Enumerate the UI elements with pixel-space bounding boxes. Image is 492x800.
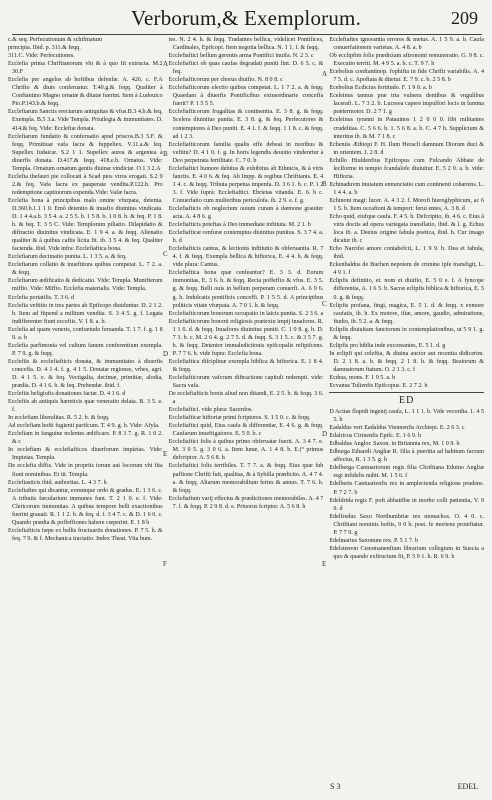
index-entry: Ecclefia ad quam veneris, confuetudo feruanda. T. 1 7. f. g. 1 8 9. a. b <box>8 326 163 341</box>
margin-letter: C <box>322 300 327 308</box>
margin-letter: A <box>163 60 169 68</box>
index-entry: Eclipfis pro biblia inde excoreantes, E. 5 1. d. g <box>329 342 446 349</box>
index-entry: Ecclefia portatilis. T. 3 6. d <box>8 294 75 301</box>
index-entry: Ecclefiaftici bellum gerentis arma Pontifici inuifa. N. 2 3. c <box>168 53 314 60</box>
index-entry: Ecebolius Ecdicius fortitudo. F. 1 9 0. a. b <box>329 85 432 92</box>
index-entry: Ecclefiaftica bona quæ cenfeantur? E. 3 3. d. Eorum immunitas, E. 3 6. h. & feqq. Recta poffeffio & vfus. E. 3 5. g. & feqq. Belli ouis in bellum perperam conuerfi. A. 6 9 6. g. h. Indulcatis pontificis conceffi. P. 1 5 5. d. A principibus politicis vitate vfurpata. A. 7 0 1. h. & feqq. <box>168 270 324 309</box>
column-left <box>8 36 163 788</box>
index-entry: Ecclefiis beligiofis donationes factæ. D. 4 1 6. d <box>8 391 126 398</box>
column-right <box>329 36 484 788</box>
index-entry: Ecclefiafticorum familia qualis effe debeat in moribus & veftitu? D. 4 1 0. f. g. In horis legendis deuotio vindenrtur à Deo perpetrata fertilitate. C. 7 0. b <box>168 141 324 164</box>
index-entry: Ecdras, mons. F. 1 9 5. a. b <box>329 374 396 381</box>
index-entry: Edelberts Cantuarienfis rex in amplectenda religione prudens. P. 7 2 7. b <box>329 481 485 496</box>
index-entry: Ecclefiaftici humore debitus & exhibitus ab Ethnicis, & à viris fanctis. E. 4 0 6. & feq. Ab Impp. & regibus Chriftianis. E. 4 1 4. c. & feqq. Tributa perpetua impenfa. D. 3 6 1. b. c. P. 1 2 3. f. Vide fuprà: Ecclefiaftici. Ebrietas vitanda. E. 6. b c. Conuerfatio cum mulieribus periculofa. ib. 2 9. e. f. g. <box>168 165 324 204</box>
index-entry: Eadaldus veri Eadaldus Viennenfis Archiepi. E. 2 6 3. c <box>329 425 465 432</box>
margin-letter: C <box>163 250 168 258</box>
index-entry: Eclipfis definitio, et. nom et diuifio, E. 5 0 e. f. A fyncope differentia, A. 1 6 5. b. Sacræ eclipfis biblica & hiftorica, E. 5 0. g. & feqq. <box>329 278 485 301</box>
index-entry: Edelmarius Saxonum rex. P. 5 1 7. b <box>329 537 419 544</box>
index-entry: Ecclefiis ab antiquis hæreticis quæ veneratio delata. B. 3 5. e. f. <box>8 399 163 414</box>
index-entry: In ecclefiam & ecclefiafticos diuerforum impietas. Vide: Impietas. Templa. <box>8 447 163 462</box>
index-entry: Edbaldus Anglor. Saxon. in Britannia rex, M. 1 0 9. b <box>329 441 460 448</box>
index-entry: Eceleinus tannus præ tria vulnera dentibus & vngulibus lacerafi. L. 7 3 2. b. Lucreea capere impulfori locis in lumina prætermotor. D. 2 7 1. g <box>329 93 485 116</box>
index-entry: Ecclefiaftes ignorantia errores & metus. A. 1 5 9. a. b. Caufa conuerfationem varietas. A. 4 8. a. b <box>329 37 485 52</box>
catchword: EDEL <box>457 782 478 791</box>
index-entry: De ecclefia diffis. Vide in propriis torum aut locorum vbi fita fiunt nominibus. Et tit. Templa. <box>8 463 163 478</box>
index-entry: Ecclefiaftes qui dicantur, eorumque ordo & gradus. E. 1 3 6. c. A tributis fæcularium immunes funt. T. 2 1 0. e. f. Vide: Clericorum immunitas. A quibus tempore belli exactionibus fuerint grauati. R. 1 1 2. b. & feq. d. f. 3 4 7. c. & D. 1 6 0. c. Quando prædia & poffeffiones habere cœperint. E. 1 8 b <box>8 487 163 526</box>
index-entry: Eckenbaldus de Buchen nepotem de crimine ipfe transfigit, L. 4 9 1. f <box>329 262 485 277</box>
index-entry: Eclipfis profana, fingi, magica, E. 5 1. d. & feqq. x exmore caufatis, ib. h. Ex motore, iftæ, amore, gaudio, admiratione, ftudio, ib. 5 2. a. & feqq. <box>329 302 485 325</box>
index-entry: Edelberga Cantuariorum regis filia Chriftiana Eduino Angliæ regi infidelis nubit. M. 1 5 6. f <box>329 465 485 480</box>
index-entry: Echinaduvm inuiatum ennunciatio cum continenti cohærens. L. 1 4 4. a. b <box>329 181 485 196</box>
index-entry: Ecclefiam in fanguine nolentes ædificare. P. 8 3 7. g. R. 1 0 2. & c <box>8 431 163 446</box>
index-entry: Ecclefiafticorum vafcrum diftractione capituli redempti. vide: Sacra vafa. <box>168 374 324 390</box>
printer-signature: S 3 <box>330 782 341 791</box>
index-entry: Ecclefiaftici ob quas caufas degradati puniti fint. D. 6 5. c. & feq. <box>168 61 324 76</box>
index-entry: Ecclefiafticis poteftas à Deo immediate inftituta. M. 2 1. b <box>168 222 311 229</box>
index-entry: Ecclefiarum ædificatio & dedicatio. Vide: Templa. Munifterum miffio. Vide: Miffio. Ecclefia materialis. Vide: Templa. <box>8 278 163 293</box>
index-entry: Ad ecclefiam hofti fugienti parifcum. T. 4 9. g. h. Vide: Afyla. <box>8 423 160 430</box>
index-entry: Ecclefiafticorum electio quibus competat. L. 1 7 2. a. & feqq. Quaedam à diuerfis Pontificibus extraordinarie conceffa fuerit? P. 1 5 5 5. <box>168 85 324 108</box>
index-entry: Ecclefiaftici folis terribiles. T. 7 7. a. & feqq. Eius quæ fub paffione Chrifti fuit, qualitas, & à Sybilla prædictio. A. 4 7 4. a. & feqq. Aliarum memorabilium feries & annus. T. 7 6. h. & feqq. <box>168 463 324 494</box>
page-footer <box>0 782 492 794</box>
index-entry: Echinoni magi: lucer. A. 4 3 2. f. Morofi hieroglyphicum, ac 6 1 5. b. Item occafioni & tempori: ferui entes, A. 3 8. d <box>329 197 485 212</box>
margin-letter: B <box>322 180 327 188</box>
index-entry: Eclipfis diuiuitam fanctorum in contemplationibus, ut 5 9 1. g. & feqq. <box>329 326 485 341</box>
index-entry: Ecclefiarum collatio & inueftitura quibus competat. L. 7 2. a. & feqq. <box>8 262 163 277</box>
column-middle <box>168 36 327 788</box>
index-entry: Ecclefiaftici folis à quibus primo obferuatæ fuerit. A. 3 4 7. e. M. 3 0 5. g. 3 0 6. a. Item lunæ, A. 1 4 8. b. E.(° primus defcriptor. A. 5 6 8. h <box>168 439 324 462</box>
index-entry: Ecebolius conftantinop. fophifta in fide Chrifti variabilis. A. 4 7 5. d. c. Apoftata & ditetur. E. 7 9. c. b. 2 5 8. b <box>329 69 485 84</box>
index-entry: Echillo Hiuldenfius Epifcopus cum Fulcando Abbate de leclforme in tempio fcandalofe diuiuitur. E. 5 2 0. a. b. vide: Hiftoria. <box>329 157 485 180</box>
index-entry: Eceleinus tyranni in Patauinos 1 2 0 0 0. fibi militantes crudelitas. C. 5 6 6. h. 1. 5 6 8. a. b. C. 4 7 h. Supplicium & interitus ib. & M. 7 1 8. c <box>329 117 485 140</box>
index-entry: Ecclefiaftum varij effectus & prædictiones memorabiles. A. 4 7 7. f. & feqq. P. 2 9 8. d. e. Priuorus fcriptor. A. 5 6 8. h <box>168 495 324 510</box>
margin-letter: F <box>163 560 167 568</box>
index-entry: Ecvanus Tulienfis Epifcopus. E. 2 7 2. b <box>329 383 428 390</box>
index-entry: Ob ecclipfim folis prædictam aftronomi remuneratio. G. 9 8. c. Executio territi. M. 4 9 5. a. b. c. T. 9 7. h <box>329 53 485 68</box>
index-entry: Edelstenvm Cenomanenfium librarium collegium in Suecia a quo & quando exftructum fit, P. 5 9 1. h. R. 6 9. h <box>329 545 485 560</box>
index-entry: c.& seq. Perfecutionum & schifmatum <box>8 37 103 43</box>
index-entry: tes. N. 2 4. h. & feqq. Tradantes bellica, videlicet Pontifices, Cardinales, Epifcopi. Item negotia bellica. N. 1 1. f. & feqq. <box>168 37 324 52</box>
index-entry: Ecclefiafticis cantus, & lectionis inftitutio & obferuantia. R. 7 4. f. & feqq. Exempla bellica & hiftorica, E. 4 4. h. & feqq. vide plura: Cantus. <box>168 246 324 269</box>
page-header <box>0 4 492 40</box>
index-entry: Ecclefia thefauri pie collocati à Scad pios viros erogati. S.2 9 2.& feq. Vafa facra ex pauperate vendita.P.122.b. Pro redemptione captiuorum expenda.Vide: Vafæ facra. <box>8 173 163 196</box>
index-entry: Ecclefia parfimonia vel cultum fanum conferentium exempla. P. 7 9. g. & feqq. <box>8 342 163 357</box>
index-entry: De ecclefiafticis bonis aliud non ditandi, E. 2 5. b. & feqq. 3 6. a <box>168 391 324 406</box>
index-entry: Ecclefiafticorum bonorū religiosis prætextu impij inuafores. R. 1 1 6. d. & feqq. Inuafores diuinitus puniti. C. 1 0 8. g. h. D. 7 3. b. c. M. 2 6 4. g. 2 7 5. d. & feqq. S. 3 1 5. c. & 3 5 7. g. h. & feqq. Detentor immaledictionis epifcopalis refipifcens. P. 7 7 6. h. vide fupra: Ecclefia bona. <box>168 318 324 357</box>
margin-letter: B <box>163 150 168 158</box>
index-entry: Ecclefiafticorum frugalitas & continentia. E. 3 8. g. & feqq. Scelera diuinitus punita. E. 3 8. g. & feq. Perfecutores & contemptores à Deo puniti. E. 4 1. f. & feqq. 1 1 8. c. & feqq. ad 1 2 3. <box>168 109 324 140</box>
index-entry: Ecclefiafticorum bonorum occupatio in laicis punita. S. 2 3 6. a <box>168 310 324 317</box>
index-entry: 311.C. Vide: Perfecutiones. <box>8 53 75 60</box>
margin-letter: D <box>322 430 328 438</box>
index-entry: Ecclefiafticorum per chorus diuifio. N. 8 0 8. c <box>168 77 283 84</box>
index-entry: Ecclefia per angelos ab hoftibus defenfæ. A. 426. c. F.A Chrifto & diuis conferuatur. T.40.g.& feqq. Qualiter à Conftantino Magno ornatæ & ditatæ fuerint. Item à Ludouico Pio.P.143.b.& feqq. <box>8 77 163 108</box>
index-entry: Ecclefiaftici. vide plura: Sacerdos. <box>168 407 253 414</box>
section-letter: ED <box>399 395 415 407</box>
index-entry: Echo quid, eiufque caufa. F. 4 5. h. Defcriptio, ib. 4 6. c. Eius à viris doctis ad opera variegata transflatio, ibid. & l. g. Echus loca ib. a. Deeius origine fabula poetica, ibid. h. Cur imago dicatur ib. c <box>329 214 485 245</box>
index-entry: Ecclefiafticæ cenfuræ contemptus diuinitus punitus. S. 3 7 4. a. b. d <box>168 230 324 245</box>
index-entry: In eclipfi qui celeftia, & diuina auctor aut recentia didicerim. D. 2 1 8. a. b. & feqq. 2 1 8. h. & feqq. Beatorum & damnatorum ftatum. O. 2 1 3. c. f <box>329 350 485 373</box>
index-entry: Echeniis Æthiopi F. H. Ilum Heracli damnum Diorum duci & in orientem. J. 2 8. d <box>329 141 485 156</box>
running-title: Verborum,& Exemplorum. <box>130 6 362 30</box>
index-entry: Edelfredus Saxo Northumbriæ rex monachos. O. 4 0. c. Chriftiani nominis hoftis, 9 0 b. post. fe moriens proteftatur. P. 7 7 9. g <box>329 513 485 536</box>
index-entry: Ecclefiarum fundatio & conferuatio apud priscos.B.3 5.F. & feqq. Primitiuæ vafa facra & fuppeliex. V.11.a.& feq. Supellex Iudaicæ. S.2 1 1. Supellex aurea & argentea à diuerfis donata. D.417.& feqq. 418.e.b. Ornatus. Vide: Templa. Ornatum ornatum gentis diuinæ vindictæ. O.1 3 2.A <box>8 133 163 172</box>
index-columns <box>8 36 484 788</box>
margin-letter: A <box>322 70 328 78</box>
index-entry: principia. Ibid. p. 311.& feqq. <box>8 45 81 52</box>
index-entry: Edeldrida regis F. poft abbatiffæ in morbo colli patientia, V. 9 9. d <box>329 497 485 512</box>
index-entry: Ecclefiafticis ob neglectum ouium curam à dæmone grauiter acta. A. 4 8 6. g <box>168 205 324 221</box>
index-entry: Edalricus Cirinenfis Epifc. E. 1 6 9. h <box>329 433 422 440</box>
index-entry: In ecclefiam liberalitas. R. 5 2. b. & feqq. <box>8 415 110 422</box>
index-entry: Ecclefiasticis ibid. authoritas. L. 4 3 7. b <box>8 479 107 486</box>
index-entry: Edburga Eduardi Angliæ R. filia à pueritia ad habitum facrum affectus, R. 1 3 5. g. h <box>329 449 485 464</box>
margin-letter: D <box>163 350 169 358</box>
margin-letter: E <box>163 450 168 458</box>
index-entry: D Acitas flupidi ingenij caufa, L. 1 1 1. b. Vide vecordia. 1. 4 5 5. b <box>329 409 485 424</box>
index-entry: Ecclefiarum decimatio punita. L. 1 3 5. a. & feq. <box>8 254 127 261</box>
index-entry: Ecclefiarum Sanctis erectarum antiquitas & vfus.B.3 4.b.& feq. Exempla. B.5 3.a. Vide Templa. Priuilegia & immunitates. D. 414.& feq. Vide: Ecclefiæ donata. <box>8 109 163 132</box>
index-entry: Ecclefia veftitio in tres partes ab Epifcopo diuiduntur. D. 2 1 2. b. Item ad ftipend a militum vendita. S. 3 4 5. g. f. Legata indifferenter fiunt eccefiis. V. 1 8. a. b. <box>8 302 163 325</box>
index-entry: Ecclefiaftici quid, Eius caufa & differentiæ, E. 4 6. g. & feqq. Caufarum inueftigatores. E. 5 0. b. c <box>168 423 324 438</box>
margin-letter: E <box>322 560 327 568</box>
index-entry: Ecclefiafticis fæpe ex bellis fructuariis donationes. P. 7 5. h. & feq. 7 9. & f. Mechanica tractatio. Index Theat. Vita hum. <box>8 527 163 542</box>
index-entry: Ecclefiafticæ hiftoriæ primi fcriptores. S. 1 5 0. c. & feqq. <box>168 415 311 422</box>
page-number: 209 <box>451 8 478 28</box>
header-rule <box>12 34 482 35</box>
index-entry: Ecclefiaftica difciplinæ exempla biblica & hiftorica. E. 1 8 4. & feqq. <box>168 358 324 373</box>
index-entry: Ecclefiis & ecclefiafticis donata, & immunitates à diuerfis conceffa. D. 4 1 4. f. g. 4 1 5. Donatæ regiones, vrbes, agri. D. 4 1 5. e. & feq. Vectigalia, decimæ, primitiæ, alodia, prædia. D. 4 1 6. b. & feq. Prebendæ. ibid. f. <box>8 358 163 390</box>
section-divider <box>329 392 484 393</box>
index-entry: Echo Narcifsi amore contabefcit, L. 1 9 9. b. Dea et fabula, ibid. <box>329 246 485 261</box>
index-entry: Ecclefia bona à principibus malo omine vfurpata, detenta. D.360.b.1.1 1 0. Emò detentio & inuafio diuinitus vindicata. D. 1 4 4.a.b. 3 5 4. a. 2 5 5. b. 1 5 8. b. 1 0 8. b. & feq. P. 1 8. h. & feq. T. 3 5 C. Vide: Templorum piliatio. Dilapidatio & diftractio diuinitus vindicata. E. 1 9 4. a. & feqq. Alienatio qualiter & à quibus caftis licita fit. ib. 3 5 4. & feq. Qualiter facienda. ibid. Vide infra: Ecclefiaftica bona. <box>8 197 163 253</box>
index-entry: Ecclefia prima Chriftianorum vbi & à quo fit extructa. M.2 30.F <box>8 61 163 76</box>
